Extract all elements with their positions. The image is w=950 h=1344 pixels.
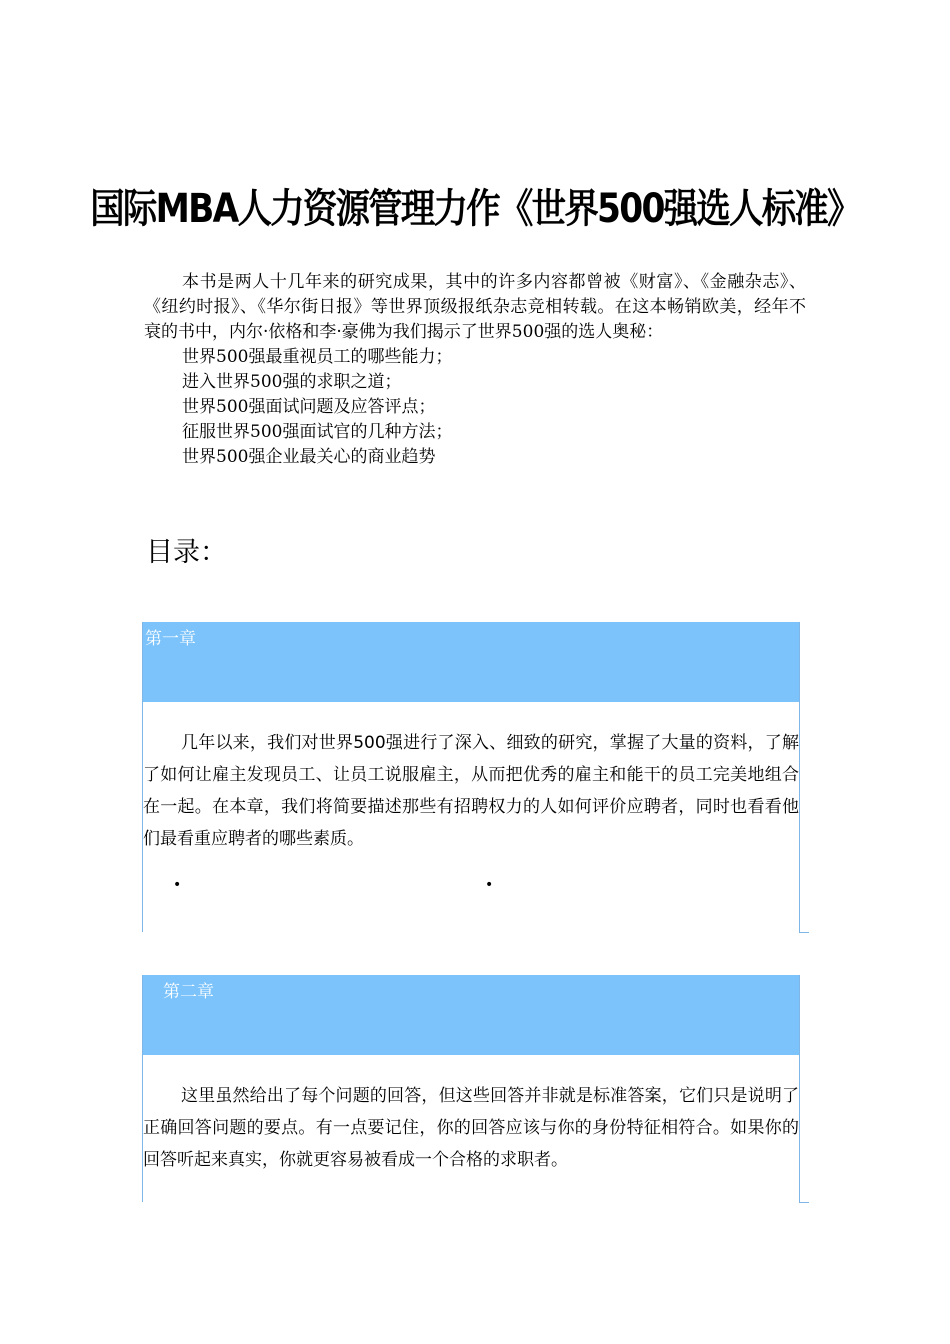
intro-list-item: 世界500强面试问题及应答评点； bbox=[182, 397, 436, 417]
chapter-2-box bbox=[142, 975, 800, 1202]
toc-heading: 目录： bbox=[146, 537, 227, 568]
chapter-2-text: 这里虽然给出了每个问题的回答，但这些回答并非就是标准答案，它们只是说明了正确回答问题的要点。有一点要记住，你的回答应该与你的身份特征相符合。如果你的回答听起来真实，你就更容易被看成一个合格的求职者。 bbox=[143, 1086, 799, 1170]
intro-paragraph: 本书是两人十几年来的研究成果，其中的许多内容都曾被《财富》、《金融杂志》、《纽约时报》、《华尔街日报》等世界顶级报纸杂志竞相转载。在这本畅销欧美，经年不衰的书中，内尔·依格和李·豪佛为我们揭示了世界500强的选人奥秘： bbox=[144, 272, 806, 342]
intro-list-item: 进入世界500强的求职之道； bbox=[182, 372, 402, 392]
chapter-1-bullets bbox=[143, 855, 799, 915]
chapter-2-header bbox=[143, 975, 799, 1055]
chapter-1-text: 几年以来，我们对世界500强进行了深入、细致的研究，掌握了大量的资料，了解了如何让雇主发现员工、让员工说服雇主，从而把优秀的雇主和能干的员工完美地组合在一起。在本章，我们将简要描述那些有招聘权力的人如何评价应聘者，同时也看看他们最看重应聘者的哪些素质。 bbox=[143, 733, 799, 849]
intro-list-item: 征服世界500强面试官的几种方法； bbox=[182, 422, 453, 442]
intro-list-item: 世界500强最重视员工的哪些能力； bbox=[182, 347, 453, 367]
corner-tick bbox=[799, 932, 809, 933]
intro-section bbox=[144, 270, 806, 470]
intro-list-item: 世界500强企业最关心的商业趋势 bbox=[182, 447, 436, 467]
book-title: 国际MBA人力资源管理力作《世界500强选人标准》 bbox=[90, 185, 860, 232]
chapter-1-box bbox=[142, 622, 800, 932]
chapter-1-body bbox=[143, 702, 799, 915]
chapter-2-body bbox=[143, 1055, 799, 1176]
chapter-1-title: 第一章 bbox=[145, 629, 196, 649]
chapter-2-title: 第二章 bbox=[163, 982, 214, 1002]
chapter-1-header bbox=[143, 622, 799, 702]
corner-tick bbox=[799, 1202, 809, 1203]
bullet-point: • bbox=[485, 877, 494, 893]
bullet-point: • bbox=[173, 877, 182, 893]
